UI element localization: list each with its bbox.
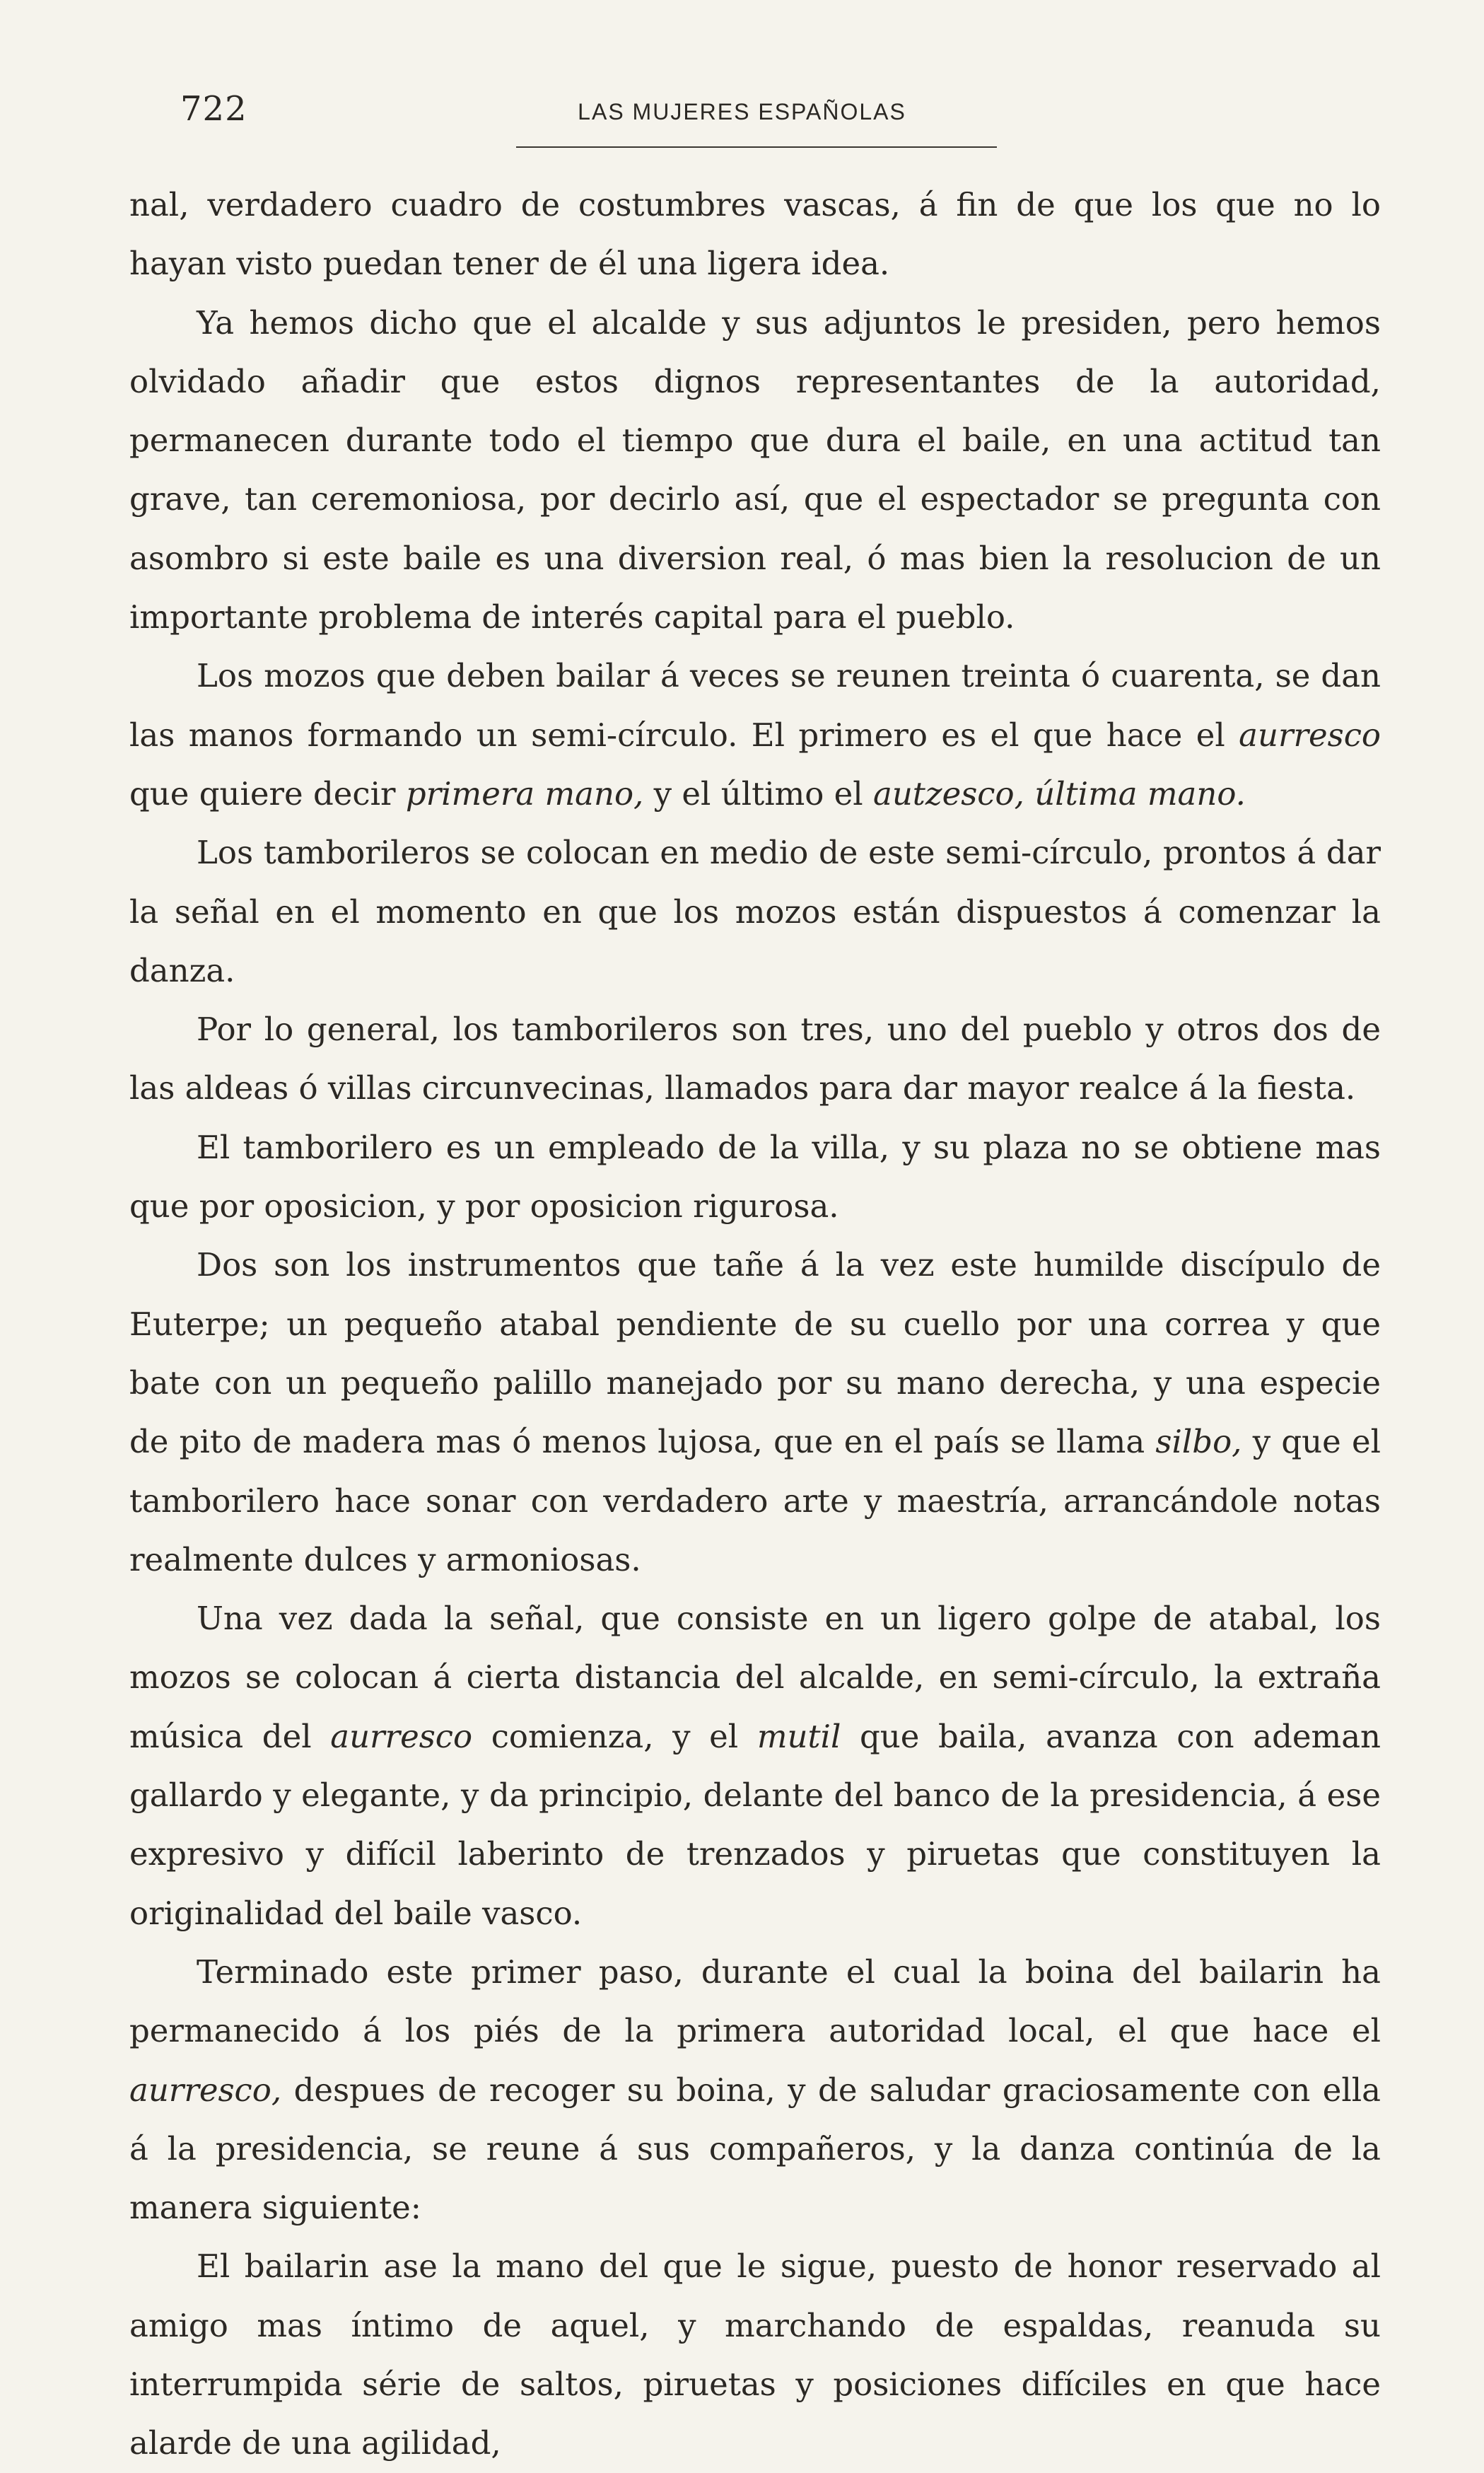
text-run: El tamborilero es un empleado de la villa, y su plaza no se obtiene mas que por oposicion, y por oposicion rigurosa.	[129, 1128, 1381, 1226]
text-run: Los mozos que deben bailar á veces se reunen treinta ó cuarenta, se dan las manos formando un semi-círculo. El primero es el que hace el	[129, 657, 1381, 754]
italic-term: silbo,	[1155, 1423, 1242, 1461]
text-run: Por lo general, los tamborileros son tres, uno del pueblo y otros dos de las aldeas ó villas circunvecinas, llamados para dar mayor realce á la fiesta.	[129, 1011, 1381, 1107]
paragraph	[129, 1943, 1381, 2237]
paragraph	[129, 2237, 1381, 2472]
italic-term: autzesco, última mano.	[872, 774, 1246, 813]
body-text	[129, 175, 1381, 2473]
text-run: comienza, y el	[472, 1717, 757, 1755]
text-run: que baila, avanza con ademan gallardo y elegante, y da principio, delante del banco de la presidencia, á ese expresivo y difícil laberinto de trenzados y piruetas que constituyen la originalidad del baile vasco.	[129, 1717, 1381, 1932]
text-run: Terminado este primer paso, durante el cual la boina del bailarin ha permanecido á los piés de la primera autoridad local, el que hace el	[129, 1953, 1381, 2050]
italic-term: aurresco,	[129, 2071, 282, 2109]
paragraph	[129, 1000, 1381, 1118]
running-head: LAS MUJERES ESPAÑOLAS	[578, 99, 906, 124]
paragraph	[129, 823, 1381, 1000]
text-run: que quiere decir	[129, 774, 406, 813]
text-run: y el último el	[643, 774, 873, 813]
text-run: Una vez dada la señal, que consiste en un ligero golpe de atabal, los mozos se colocan á cierta distancia del alcalde, en semi-círculo, la extraña música del	[129, 1600, 1381, 1755]
paragraph	[129, 646, 1381, 823]
italic-term: aurresco	[330, 1717, 473, 1755]
text-run: nal, verdadero cuadro de costumbres vascas, á fin de que los que no lo hayan visto puedan tener de él una ligera idea.	[129, 186, 1381, 283]
header-rule	[516, 146, 997, 148]
paragraph	[129, 1118, 1381, 1236]
text-run: y que el tamborilero hace sonar con verdadero arte y maestría, arrancándole notas realmente dulces y armoniosas.	[129, 1423, 1381, 1578]
text-run: Ya hemos dicho que el alcalde y sus adjuntos le presiden, pero hemos olvidado añadir que estos dignos representantes de la autoridad, permanecen durante todo el tiempo que dura el baile, en una actitud tan grave, tan ceremoniosa, por decirlo así, que el espectador se pregunta con asombro si este baile es una diversion real, ó mas bien la resolucion de un importante problema de interés capital para el pueblo.	[129, 303, 1381, 636]
paragraph	[129, 293, 1381, 647]
italic-term: aurresco	[1239, 716, 1381, 754]
text-run: Los tamborileros se colocan en medio de este semi-círculo, prontos á dar la señal en el momento en que los mozos están dispuestos á comenzar la danza.	[129, 834, 1381, 989]
text-run: despues de recoger su boina, y de saludar graciosamente con ella á la presidencia, se reune á sus compañeros, y la danza continúa de la manera siguiente:	[129, 2071, 1381, 2227]
italic-term: mutil	[756, 1717, 841, 1755]
text-run: Dos son los instrumentos que tañe á la vez este humilde discípulo de Euterpe; un pequeño atabal pendiente de su cuello por una correa y que bate con un pequeño palillo manejado por su mano derecha, y una especie de pito de madera mas ó menos lujosa, que en el país se llama	[129, 1246, 1381, 1461]
italic-term: primera mano,	[405, 774, 644, 813]
page-number: 722	[180, 89, 247, 129]
text-run: El bailarin ase la mano del que le sigue, puesto de honor reservado al amigo mas íntimo de aquel, y marchando de espaldas, reanuda su interrumpida série de saltos, piruetas y posiciones difíciles en que hace alarde de una agilidad,	[129, 2247, 1381, 2462]
paragraph	[129, 1589, 1381, 1943]
paragraph	[129, 175, 1381, 293]
paragraph	[129, 1235, 1381, 1589]
